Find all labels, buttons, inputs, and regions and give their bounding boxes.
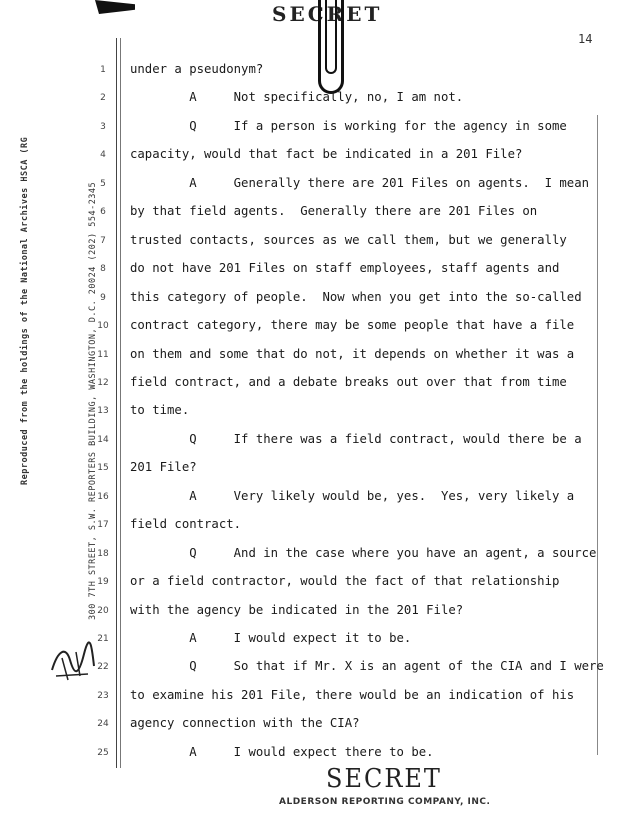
line-number: 4 [100, 150, 106, 161]
line-number: 17 [97, 520, 109, 531]
page-number: 14 [578, 32, 593, 46]
line-number: 25 [97, 747, 109, 758]
transcript-line: A I would expect there to be. [130, 744, 434, 759]
transcript-line: Q And in the case where you have an agent, a source [130, 545, 597, 560]
line-number: 16 [97, 491, 109, 502]
line-number: 9 [100, 292, 106, 303]
transcript-line: Q If there was a field contract, would there be a [130, 431, 582, 446]
header-classification-stamp: SECRET [272, 2, 383, 26]
line-number: 7 [100, 235, 106, 246]
margin-rule [116, 38, 117, 768]
line-number: 14 [97, 434, 109, 445]
margin-rule-inner [120, 38, 121, 768]
line-number: 6 [100, 207, 106, 218]
line-number: 2 [100, 93, 106, 104]
line-number: 11 [97, 349, 109, 360]
transcript-line: by that field agents. Generally there are 201 Files on [130, 204, 538, 219]
transcript-line: do not have 201 Files on staff employees, staff agents and [130, 261, 560, 276]
transcript-line: A Not specifically, no, I am not. [130, 90, 464, 105]
transcript-line: or a field contractor, would the fact of that relationship [130, 574, 560, 589]
transcript-line: trusted contacts, sources as we call them, but we generally [130, 232, 567, 247]
line-number: 13 [97, 406, 109, 417]
pen-mark [95, 0, 135, 14]
line-number: 21 [97, 634, 109, 644]
transcript-line: Q If a person is working for the agency in some [130, 118, 567, 133]
transcript-line: field contract. [130, 517, 242, 532]
transcript-line: Q So that if Mr. X is an agent of the CIA and I were [130, 659, 604, 674]
line-number: 22 [97, 662, 109, 673]
line-number: 8 [100, 264, 106, 275]
transcript-line: A I would expect it to be. [130, 631, 412, 645]
line-number: 15 [97, 463, 109, 474]
line-number: 19 [97, 577, 109, 588]
handwritten-initials [48, 640, 98, 684]
paperclip-inner-icon [325, 0, 337, 74]
reporter-address: 300 7TH STREET, S.W. REPORTERS BUILDING, WASHINGTON, D.C. 20024 (202) 554-2345 [88, 181, 98, 620]
archive-reproduction-notice: Reproduced from the holdings of the National Archives HSCA (RG [20, 136, 30, 485]
transcript-line: A Generally there are 201 Files on agents. I mean [130, 175, 590, 190]
transcript-line: this category of people. Now when you get into the so-called [130, 289, 582, 304]
transcript-line: 201 File? [130, 460, 197, 475]
footer-classification-stamp: SECRET [326, 762, 442, 794]
line-number: 23 [97, 690, 109, 701]
transcript-line: field contract, and a debate breaks out over that from time [130, 374, 567, 389]
line-number: 3 [100, 121, 106, 132]
transcript-line: to examine his 201 File, there would be an indication of his [130, 687, 575, 702]
line-number: 18 [97, 548, 109, 559]
transcript-line: on them and some that do not, it depends on whether it was a [130, 346, 575, 361]
line-number: 5 [100, 178, 106, 189]
transcript-line: agency connection with the CIA? [130, 716, 360, 731]
transcript-line: A Very likely would be, yes. Yes, very likely a [130, 488, 575, 503]
line-number: 12 [97, 377, 109, 388]
transcript-line: to time. [130, 403, 190, 418]
line-number: 24 [97, 719, 109, 730]
transcript-line: contract category, there may be some people that have a file [130, 318, 575, 333]
line-number: 1 [100, 65, 106, 75]
reporting-company: ALDERSON REPORTING COMPANY, INC. [279, 797, 491, 807]
line-number: 10 [97, 321, 109, 332]
transcript-line: under a pseudonym? [130, 62, 264, 76]
transcript-line: capacity, would that fact be indicated in a 201 File? [130, 147, 523, 162]
line-number: 20 [97, 605, 109, 616]
transcript-line: with the agency be indicated in the 201 File? [130, 602, 464, 617]
